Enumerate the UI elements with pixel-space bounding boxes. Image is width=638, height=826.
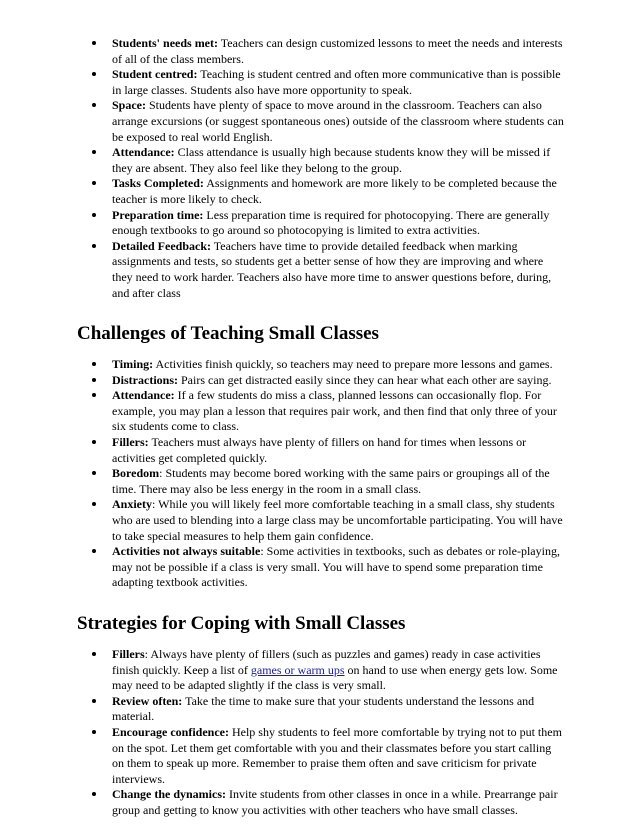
list-item: Encourage confidence: Help shy students to feel more comfortable by trying not to put them on the spot. Let them get comfortable with you and their classmates before you start calling on them to speak up more. Remember to praise them often and save criticism for private interviews. [112,725,564,787]
list-item: Boredom: Students may become bored working with the same pairs or groupings all of the time. There may also be less energy in the room in a small class. [112,466,564,497]
section-heading-strategies: Strategies for Coping with Small Classes [77,613,406,634]
list-item: Fillers: Always have plenty of fillers (such as puzzles and games) ready in case activities finish quickly. Keep a list of games or warm ups on hand to use when energy gets low. Some may need to be adapted slightly if the class is very small. [112,647,564,694]
list-item: Fillers: Teachers must always have plenty of fillers on hand for times when lessons or activities get completed quickly. [112,435,564,466]
bullet-icon [92,362,96,366]
list-item: Anxiety: While you will likely feel more comfortable teaching in a small class, shy students who are used to blending into a large class may be uncomfortable participating. You will have to take special measures to help them gain confidence. [112,497,564,544]
bullet-icon [92,699,96,703]
bullet-icon [92,244,96,248]
games-warmups-link[interactable]: games or warm ups [250,662,345,677]
challenges-list [112,357,564,591]
bullet-icon [92,549,96,553]
bullet-icon [92,213,96,217]
bullet-icon [92,471,96,475]
bullet-icon [92,440,96,444]
bullet-icon [92,103,96,107]
list-item: Tasks Completed: Assignments and homework are more likely to be completed because the teacher is more likely to check. [112,176,564,207]
bullet-icon [92,72,96,76]
list-item: Activities not always suitable: Some activities in textbooks, such as debates or role-playing, may not be possible if a class is very small. You will have to spend some preparation time adapting textbook activities. [112,544,564,591]
list-item: Space: Students have plenty of space to move around in the classroom. Teachers can also arrange excursions (or suggest spontaneous ones) outside of the classroom where students can be exposed to real world English. [112,98,564,145]
bullet-icon [92,150,96,154]
list-item: Timing: Activities finish quickly, so teachers may need to prepare more lessons and games. [112,357,564,373]
list-item: Preparation time: Less preparation time is required for photocopying. There are generally enough textbooks to go around so photocopying is limited to extra activities. [112,208,564,239]
bullet-icon [92,378,96,382]
list-item: Attendance: Class attendance is usually high because students know they will be missed if they are absent. They also feel like they belong to the group. [112,145,564,176]
bullet-icon [92,41,96,45]
list-item: Attendance: If a few students do miss a class, planned lessons can occasionally flop. For example, you may plan a lesson that requires pair work, and then find that only three of your six students come to class. [112,388,564,435]
bullet-icon [92,652,96,656]
list-item: Student centred: Teaching is student centred and often more communicative than is possible in large classes. Students also have more opportunity to speak. [112,67,564,98]
list-item: Change the dynamics: Invite students from other classes in once in a while. Prearrange pair group and getting to know you activities with other teachers who have small classes. [112,787,564,818]
section-heading-challenges: Challenges of Teaching Small Classes [77,323,379,345]
advantages-list [112,36,564,301]
list-item: Review often: Take the time to make sure that your students understand the lessons and material. [112,694,564,725]
strategies-list [112,647,564,819]
bullet-icon [92,792,96,796]
bullet-icon [92,502,96,506]
list-item: Detailed Feedback: Teachers have time to provide detailed feedback when marking assignments and tests, so students get a better sense of how they are improving and where they need to work harder. Teachers also have more time to answer questions before, during, and after class [112,239,564,301]
bullet-icon [92,730,96,734]
bullet-icon [92,181,96,185]
list-item: Students' needs met: Teachers can design customized lessons to meet the needs and interests of all of the class members. [112,36,564,67]
bullet-icon [92,393,96,397]
list-item: Distractions: Pairs can get distracted easily since they can hear what each other are saying. [112,373,564,389]
